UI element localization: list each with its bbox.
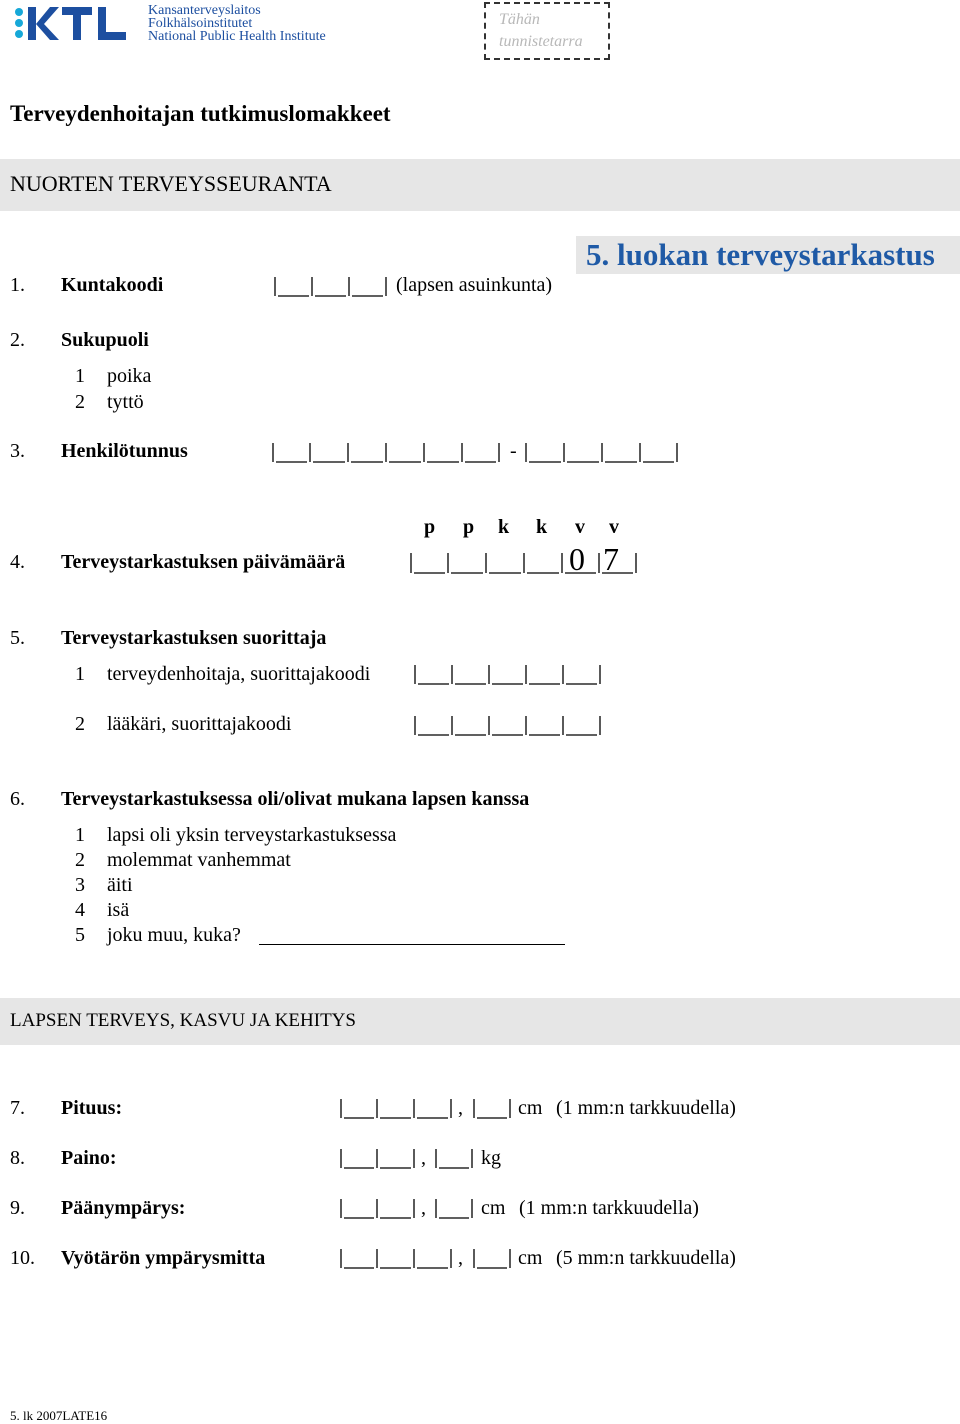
q6-other-input-line[interactable] (259, 944, 565, 945)
q2-number: 2. (10, 329, 25, 351)
logo-line-2: Folkhälsoinstitutet (148, 16, 253, 31)
q5-label: Terveystarkastuksen suorittaja (61, 627, 327, 649)
q7-decimal-comma: , (458, 1097, 463, 1119)
q10-number: 10. (10, 1247, 35, 1269)
q8-label: Paino: (61, 1147, 117, 1169)
q5-option-code[interactable]: 2 (75, 713, 85, 735)
q5-option-text: terveydenhoitaja, suorittajakoodi (107, 663, 371, 685)
q1-code-boxes[interactable] (270, 274, 396, 300)
q4-header-v: v (575, 516, 585, 538)
q5-nurse-code-boxes[interactable] (410, 662, 610, 688)
q4-header-k: k (498, 516, 510, 538)
q4-number: 4. (10, 551, 25, 573)
q6-label: Terveystarkastuksessa oli/olivat mukana lapsen kanssa (61, 788, 530, 810)
logo-line-1: Kansanterveyslaitos (148, 3, 261, 18)
q2-option-code[interactable]: 1 (75, 365, 85, 387)
q9-unit: cm (481, 1197, 506, 1219)
q2-option-code[interactable]: 2 (75, 391, 85, 413)
q4-header-p: p (424, 516, 436, 538)
exam-label-box (576, 236, 960, 274)
q9-label: Päänympärys: (61, 1197, 186, 1219)
id-sticker-placeholder (484, 2, 610, 60)
sticker-line-1: Tähän (499, 11, 540, 28)
q3-label: Henkilötunnus (61, 440, 188, 462)
q2-option-text: tyttö (107, 391, 144, 413)
q7-unit: cm (518, 1097, 543, 1119)
q5-number: 5. (10, 627, 25, 649)
q4-label: Terveystarkastuksen päivämäärä (61, 551, 346, 573)
logo-line-3: National Public Health Institute (148, 29, 326, 44)
q10-label: Vyötärön ympärysmitta (61, 1247, 266, 1269)
q2-label: Sukupuoli (61, 329, 149, 351)
q1-label: Kuntakoodi (61, 274, 164, 296)
q4-header-v: v (609, 516, 619, 538)
q6-option-code[interactable]: 5 (75, 924, 85, 946)
q6-option-code[interactable]: 3 (75, 874, 85, 896)
q5-doctor-code-boxes[interactable] (410, 713, 610, 739)
q6-option-text: molemmat vanhemmat (107, 849, 291, 871)
q10-unit: cm (518, 1247, 543, 1269)
q10-decimal-comma: , (458, 1247, 463, 1269)
q3-separator: - (510, 440, 517, 462)
q8-decimal-comma: , (421, 1147, 426, 1169)
q10-waist-boxes[interactable] (336, 1246, 516, 1272)
q4-header-k: k (536, 516, 548, 538)
sticker-line-2: tunnistetarra (499, 33, 583, 50)
q3-id-boxes[interactable] (268, 440, 688, 466)
section-header-band (0, 998, 960, 1045)
q6-option-text: joku muu, kuka? (107, 924, 241, 946)
q9-head-circumference-boxes[interactable] (336, 1196, 481, 1222)
q10-note: (5 mm:n tarkkuudella) (556, 1247, 736, 1269)
exam-label: 5. luokan terveystarkastus (586, 237, 935, 272)
q9-decimal-comma: , (421, 1197, 426, 1219)
section-header-band (0, 159, 960, 211)
q6-option-code[interactable]: 2 (75, 849, 85, 871)
q6-option-text: isä (107, 899, 130, 921)
form-code-footer: 5. lk 2007LATE16 (10, 1408, 108, 1423)
q8-unit: kg (481, 1147, 501, 1169)
q2-option-text: poika (107, 365, 152, 387)
logo (12, 2, 352, 46)
q3-number: 3. (10, 440, 25, 462)
q4-header-p: p (463, 516, 475, 538)
q6-option-text: lapsi oli yksin terveystarkastuksessa (107, 824, 397, 846)
q5-option-code[interactable]: 1 (75, 663, 85, 685)
q7-note: (1 mm:n tarkkuudella) (556, 1097, 736, 1119)
q6-option-code[interactable]: 1 (75, 824, 85, 846)
q9-note: (1 mm:n tarkkuudella) (519, 1197, 699, 1219)
q7-height-boxes[interactable] (336, 1096, 516, 1122)
q6-option-code[interactable]: 4 (75, 899, 85, 921)
q4-year-digit: 7 (603, 541, 619, 577)
q8-number: 8. (10, 1147, 25, 1169)
section-title: NUORTEN TERVEYSSEURANTA (10, 171, 332, 196)
q8-weight-boxes[interactable] (336, 1146, 481, 1172)
q1-note: (lapsen asuinkunta) (396, 274, 553, 296)
q4-year-digit: 0 (569, 541, 585, 577)
q9-number: 9. (10, 1197, 25, 1219)
q6-option-text: äiti (107, 874, 133, 896)
ktl-logo-icon (12, 4, 132, 44)
q1-number: 1. (10, 274, 25, 296)
q7-label: Pituus: (61, 1097, 123, 1119)
q6-number: 6. (10, 788, 25, 810)
document-title: Terveydenhoitajan tutkimuslomakkeet (10, 101, 391, 126)
section-title: LAPSEN TERVEYS, KASVU JA KEHITYS (10, 1010, 356, 1031)
q7-number: 7. (10, 1097, 25, 1119)
q5-option-text: lääkäri, suorittajakoodi (107, 713, 292, 735)
